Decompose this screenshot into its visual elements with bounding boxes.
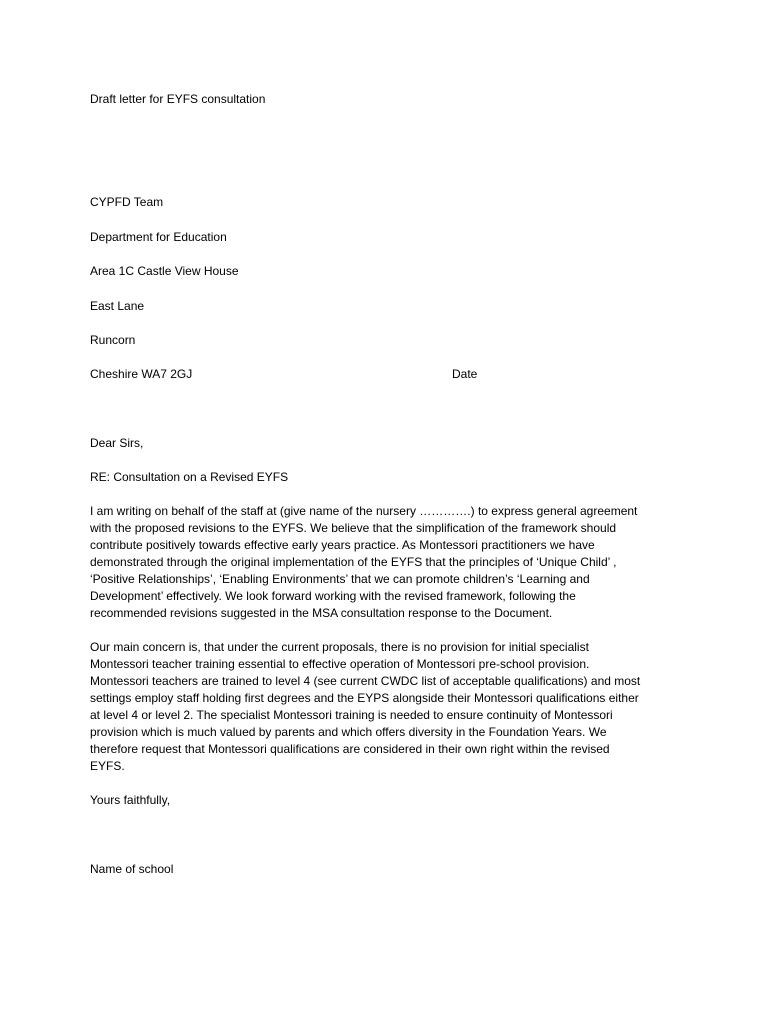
paragraph-line: Our main concern is, that under the current proposals, there is no provision for initial specialist (90, 640, 589, 654)
date-label: Date (452, 367, 478, 381)
paragraph-line: contribute positively towards effective early years practice. As Montessori practitioners we have (90, 538, 595, 552)
paragraph-line: provision which is much valued by parents and which offers diversity in the Foundation Years. We (90, 725, 607, 739)
document-heading: Draft letter for EYFS consultation (90, 92, 266, 106)
paragraph-line: Development’ effectively. We look forward working with the revised framework, following the (90, 589, 576, 603)
paragraph-line: ‘Positive Relationships’, ‘Enabling Environments’ that we can promote children’s ‘Learning and (90, 572, 590, 586)
signature-name: Name of school (90, 862, 174, 876)
subject-line: RE: Consultation on a Revised EYFS (90, 470, 289, 484)
paragraph-agreement (90, 503, 637, 622)
address-line-street: East Lane (90, 299, 145, 313)
paragraph-line: I am writing on behalf of the staff at (give name of the nursery ………….) to express general agreement (90, 504, 638, 518)
closing: Yours faithfully, (90, 793, 171, 807)
paragraph-concern (90, 639, 640, 775)
paragraph-line: at level 4 or level 2. The specialist Montessori training is needed to ensure continuity of Montessori (90, 708, 613, 722)
salutation: Dear Sirs, (90, 436, 144, 450)
address-line-building: Area 1C Castle View House (90, 264, 239, 278)
paragraph-line: recommended revisions suggested in the MSA consultation response to the Document. (90, 606, 553, 620)
address-line-town: Runcorn (90, 333, 136, 347)
paragraph-line: demonstrated through the original implementation of the EYFS that the principles of ‘Unique Child’ , (90, 555, 617, 569)
paragraph-line: settings employ staff holding first degrees and the EYPS alongside their Montessori qualifications either (90, 691, 639, 705)
address-line-recipient: CYPFD Team (90, 195, 164, 209)
paragraph-line: Montessori teachers are trained to level 4 (see current CWDC list of acceptable qualifications) and most (90, 674, 641, 688)
paragraph-line: EYFS. (90, 759, 125, 773)
paragraph-line: with the proposed revisions to the EYFS. We believe that the simplification of the framework should (90, 521, 617, 535)
address-line-county-postcode: Cheshire WA7 2GJ (90, 367, 193, 381)
paragraph-line: Montessori teacher training essential to effective operation of Montessori pre-school provision. (90, 657, 590, 671)
paragraph-line: therefore request that Montessori qualifications are considered in their own right within the revised (90, 742, 610, 756)
address-line-department: Department for Education (90, 230, 227, 244)
